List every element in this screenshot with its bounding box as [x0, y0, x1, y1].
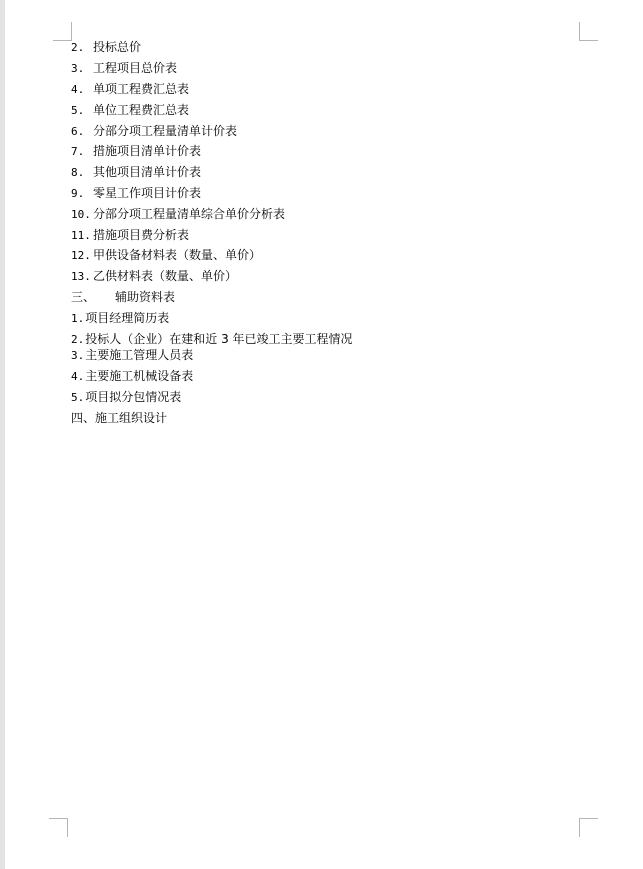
list-item [71, 103, 189, 118]
list-item-text: 投标人（企业）在建和近 3 年已竣工主要工程情况 [85, 332, 353, 346]
list-item-number: 12. [71, 249, 91, 262]
margin-mark-bottom-left [49, 818, 68, 837]
list-item-text: 甲供设备材料表（数量、单价） [93, 248, 262, 262]
list-item [71, 311, 169, 326]
list-item-text: 乙供材料表（数量、单价） [93, 269, 238, 283]
list-item-number: 2. [71, 41, 85, 54]
list-item-text: 主要施工机械设备表 [85, 369, 194, 383]
section-heading [71, 290, 175, 304]
list-item-text: 项目经理简历表 [85, 311, 170, 325]
list-item-text: 零星工作项目计价表 [93, 186, 202, 200]
list-item-number: 6. [71, 125, 85, 138]
list-item-text: 主要施工管理人员表 [85, 348, 194, 362]
list-item-number: 2. [71, 333, 85, 346]
list-item-text: 投标总价 [93, 40, 142, 54]
list-item [71, 40, 141, 55]
list-item-number: 13. [71, 270, 91, 283]
list-item-number: 4. [71, 370, 85, 383]
list-item-text: 分部分项工程量清单综合单价分析表 [93, 207, 286, 221]
list-item-number: 5. [71, 391, 85, 404]
list-item [71, 248, 261, 263]
list-item-number: 8. [71, 166, 85, 179]
list-item-text: 措施项目费分析表 [93, 228, 190, 242]
list-item-text: 其他项目清单计价表 [93, 165, 202, 179]
list-item [71, 369, 193, 384]
section-number: 三、 [71, 290, 96, 304]
list-item-number: 3. [71, 62, 85, 75]
margin-mark-top-right [579, 22, 598, 41]
list-item [71, 348, 193, 363]
list-item-text: 分部分项工程量清单计价表 [93, 124, 238, 138]
list-item-number: 9. [71, 187, 85, 200]
list-item-number: 11. [71, 229, 91, 242]
section-heading [71, 411, 167, 425]
list-item-text: 工程项目总价表 [93, 61, 178, 75]
list-item [71, 82, 189, 97]
margin-mark-top-left [53, 22, 72, 41]
list-item-text: 措施项目清单计价表 [93, 144, 202, 158]
list-item-number: 10. [71, 208, 91, 221]
margin-mark-bottom-right [579, 818, 598, 837]
list-item-number: 4. [71, 83, 85, 96]
list-item-number: 7. [71, 145, 85, 158]
list-item-number: 1. [71, 312, 85, 325]
list-item [71, 165, 201, 180]
list-item [71, 61, 177, 76]
list-item [71, 390, 181, 405]
list-item-text: 项目拟分包情况表 [85, 390, 182, 404]
list-item [71, 207, 285, 222]
list-item-text: 单项工程费汇总表 [93, 82, 190, 96]
section-title: 四、施工组织设计 [71, 411, 168, 425]
list-item-text: 单位工程费汇总表 [93, 103, 190, 117]
list-item [71, 269, 237, 284]
list-item [71, 332, 353, 347]
list-item [71, 186, 201, 201]
document-page [5, 0, 643, 869]
list-item-number: 5. [71, 104, 85, 117]
list-item [71, 228, 189, 243]
list-item [71, 144, 201, 159]
section-title: 辅助资料表 [115, 290, 176, 304]
list-item-number: 3. [71, 349, 85, 362]
list-item [71, 124, 237, 139]
